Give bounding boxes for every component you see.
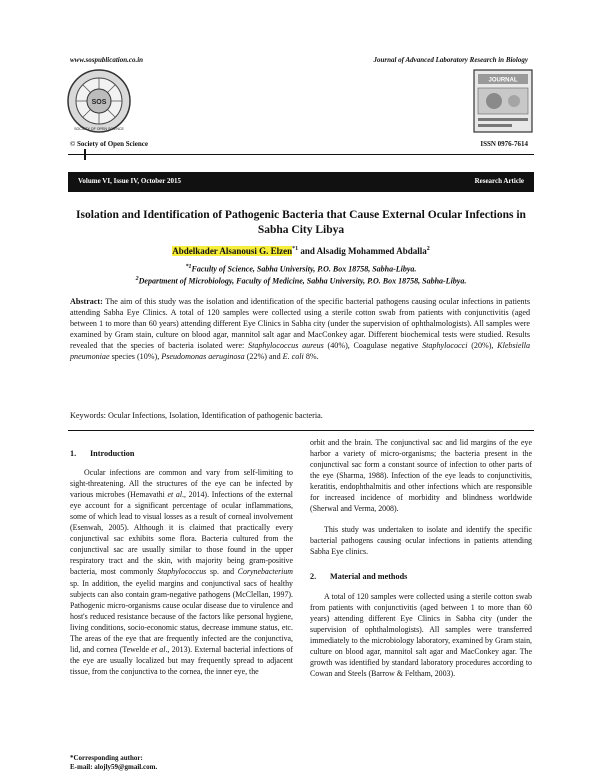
issue-banner [68,172,534,192]
abstract-text: (20%), [467,341,498,351]
abstract-label: Abstract: [70,297,103,306]
intro-paragraph-1-cont: orbit and the brain. The conjunctival sac and lid margins of the eye harbor a variety of micro-organisms; the bacteria present in the conjunctival sac form a constant source of infection to other parts of the eye (Sharma, 1988). Infection of the eye leads to conjunctivitis, keratitis, endophthalmitis and other infections which are responsible for increased incidence of morbidity and blindness worldwide (Sherwal and Verma, 2008). [310,438,532,514]
author-1[interactable]: Abdelkader Alsanousi G. Elzen [172,246,293,256]
affiliation-1-sup: *1 [185,264,192,270]
affiliation-2-text: Department of Microbiology, Faculty of Medicine, Sabha University, P.O. Box 18758, Sabha-Libya. [138,276,467,286]
journal-cover-logo [470,68,536,134]
author-line [70,246,532,256]
abstract-text: species (10%), [109,352,162,362]
abstract-text: (40%), Coagulase negative [323,341,423,351]
keywords-label: Keywords: [70,411,106,420]
methods-heading [310,571,532,582]
abstract-text: The aim of this study was the isolation and identification of the specific bacterial pathogens causing ocular infections in patients attending Sabha Eye Clinics. A total of 120 samples were collected using a sterile cotton swab from patients with conjunctivitis (aged between 1 to more than 60 years) attending different Eye Clinics in Sabha city (under the supervision of ophthalmologists). All samples were examined by Gram stain, culture on blood agar, mannitol salt agar and MacConkey agar. Different biochemical tests were studied. Results revealed that the species of bacteria isolated were: [70,297,530,351]
article-title: Isolation and Identification of Pathogenic Bacteria that Cause External Ocular Infections in Sabha City Libya [76,209,526,236]
abstract-divider [68,430,534,431]
abstract [70,296,530,363]
keywords-text: Ocular Infections, Isolation, Identification of pathogenic bacteria. [105,411,323,420]
corresponding-email[interactable]: E-mail: alojly59@gmail.com. [70,763,158,771]
seal-ring-text: SOCIETY OF OPEN SCIENCE [74,127,124,131]
species-4: Pseudomonas aeruginosa [161,352,245,362]
right-column [310,437,532,679]
affiliation-2-sup: 2 [135,276,139,282]
affiliation-1-text: Faculty of Science, Sabha University, P.O. Box 18758, Sabha-Libya. [191,264,417,274]
author-1-sup: *1 [292,246,299,252]
intro-paragraph-2: This study was undertaken to isolate and identify the specific bacterial pathogens causing ocular infections in patients attending Sabha Eye clinics. [310,525,532,557]
header-divider [68,154,534,155]
seal-inner-text: SOS [91,99,107,106]
author-2: and Alsadig Mohammed Abdalla [298,246,427,256]
species-2: Staphylococci [422,341,468,351]
article-type-label: Research Article [474,177,524,185]
methods-number: 2. [310,572,317,582]
intro-title: Introduction [90,449,135,458]
keywords [70,411,530,420]
abstract-text: (22%) and [244,352,283,362]
society-copyright: © Society of Open Science [70,140,148,148]
left-column [70,448,293,677]
intro-heading [70,448,293,459]
volume-label: Volume VI, Issue IV, October 2015 [78,177,182,185]
abstract-text: 8%. [303,352,319,362]
methods-title: Material and methods [330,572,408,582]
issn-label: ISSN 0976-7614 [480,140,528,148]
methods-paragraph-1: A total of 120 samples were collected using a sterile cotton swab from patients with conjunctivitis (aged between 1 to more than 60 years) attending different Eye Clinics in Sabha city (under the supervision of ophthalmologists). All samples were transferred immediately to the microbiology laboratory, examined by Gram stain, culture on blood agar, mannitol salt agar and MacConkey agar. The growth was identified by standard laboratory procedures according to Cowan and Steels (Barrow & Feltham, 2003). [310,591,532,678]
journal-header: Journal of Advanced Laboratory Research in Biology [373,56,528,64]
species-5: E. coli [282,352,304,362]
species-3: Klebsiella pneumoniae [70,341,530,362]
cover-title: JOURNAL [488,77,518,84]
corresponding-author [70,754,157,772]
affiliation-1 [70,264,532,274]
affiliation-2 [70,276,532,286]
species-1: Staphylococcus aureus [248,341,324,351]
website-header[interactable]: www.sospublication.co.in [70,56,144,64]
society-seal-logo [66,68,132,134]
corresponding-label: *Corresponding author: [70,754,143,762]
divider-tick [84,149,86,160]
intro-number: 1. [70,449,77,458]
intro-paragraph-1: Ocular infections are common and vary from self-limiting to sight-threatening. All the structures of the eye can be infected by various microbes (Hemavathi et al., 2014). Infections of the external eye account for a significant percentage of ocular inflammations, some of which lead to visual losses as a result of corneal involvement (Esenwah, 2005). Although it is claimed that practically every conjunctival sac exhibits some flora. Bacteria cultured from the conjunctival sac are usually similar to those found in the upper respiratory tract and the skin, with majority being gram-positive bacteria, most commonly Staphylococcus sp. and Corynebacterium sp. In addition, the eyelid margins and conjunctival sacs of healthy subjects can also contain gram-negative pathogens (McClellan, 1997). Pathogenic micro-organisms cause ocular disease due to virulence and host's reduced resistance because of the factors like personal hygiene, living conditions, socio-economic status, decrease immune status, etc. The areas of the eye that are frequently infected are the conjunctiva, lid, and cornea (Tewelde et al., 2013). External bacterial infections of the eye are usually localized but may frequently spread to adjacent tissue, from the conjunctiva to the cornea, the inner eye, the [70,468,293,676]
author-2-sup: 2 [426,246,430,252]
